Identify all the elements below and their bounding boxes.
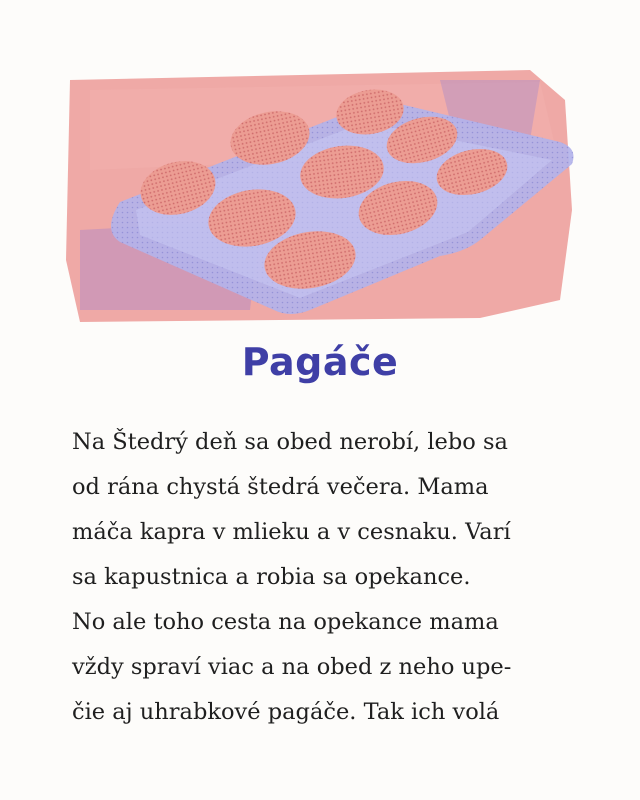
tray-illustration: [60, 60, 580, 330]
paragraph-line: máča kapra v mlieku a v cesnaku. Varí: [72, 519, 511, 545]
paragraph-line: vždy spraví viac a na obed z neho upe-: [72, 654, 512, 680]
baking-tray-with-pagace-icon: [60, 60, 580, 330]
paragraph-line: No ale toho cesta na opekance mama: [72, 609, 499, 635]
page-title: Pagáče: [241, 340, 399, 384]
paragraph-line: sa kapustnica a robia sa opekance.: [72, 564, 471, 590]
paragraph-line: Na Štedrý deň sa obed nerobí, lebo sa: [72, 429, 508, 455]
paragraph-line: čie aj uhrabkové pagáče. Tak ich volá: [72, 699, 500, 725]
story-paragraph: [72, 420, 592, 735]
paragraph-line: od rána chystá štedrá večera. Mama: [72, 474, 489, 500]
